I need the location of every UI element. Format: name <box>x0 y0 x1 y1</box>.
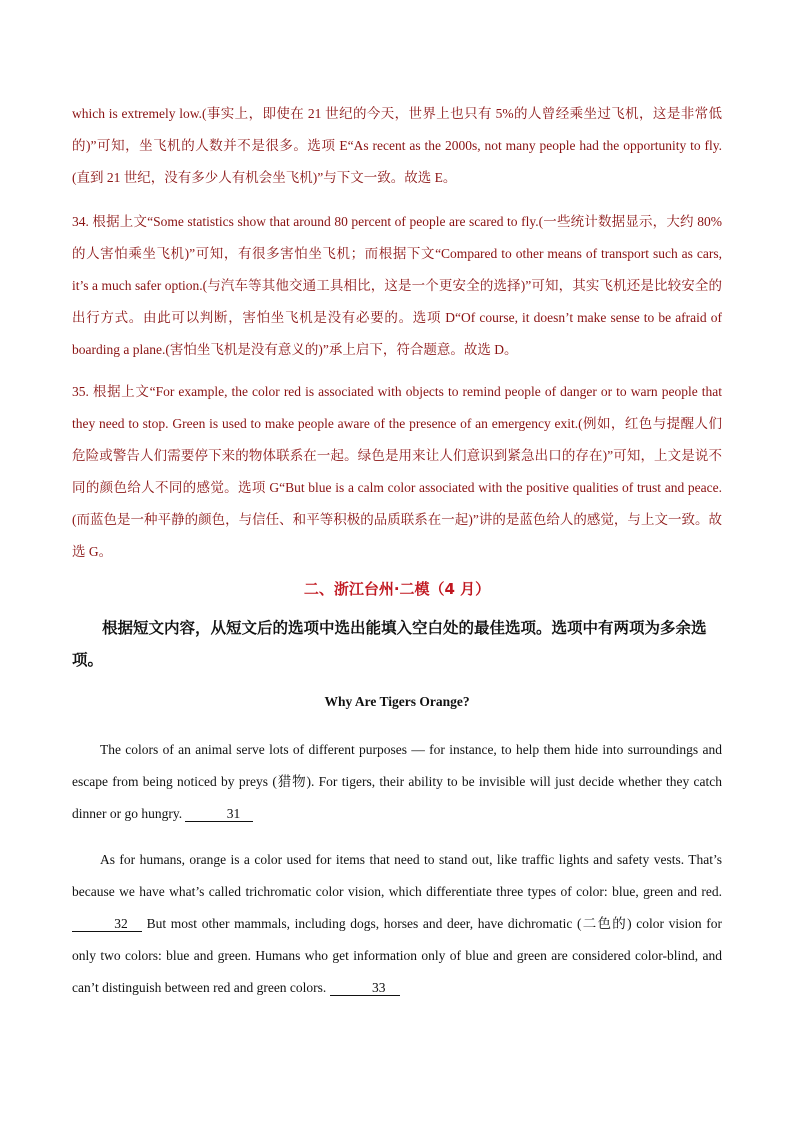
blank-31-number: 31 <box>226 806 241 821</box>
paragraph-1-content: The colors of an animal serve lots of different purposes — for instance, to help them hide into surroundings and escape from being noticed by preys (猎物). For tigers, their ability to be invisible will just decide whether they catch dinner or go hungry. <box>72 742 722 821</box>
blank-31[interactable] <box>185 807 253 822</box>
answer-34 <box>72 206 722 366</box>
passage-title: Why Are Tigers Orange? <box>324 694 470 709</box>
answer-32-text: which is extremely low.(事实上，即使在 21 世纪的今天，世界上也只有 5%的人曾经乘坐过飞机，这是非常低的)”可知，坐飞机的人数并不是很多。选项 E“As recent as the 2000s, not many people had the opportunity to fly.(直到 21 世纪，没有多少人有机会坐飞机)”与下文一致。故选 E。 <box>72 106 722 185</box>
paragraph-2-content-a: As for humans, orange is a color used for items that need to stand out, like traffic lights and safety vests. That’s because we have what’s called trichromatic color vision, which differentiate three types of color: blue, green and red. <box>72 852 722 899</box>
blank-32[interactable] <box>72 917 142 932</box>
answer-35-text: 35. 根据上文“For example, the color red is associated with objects to remind people of danger or to warn people that they need to stop. Green is used to make people aware of the presence of an emergency exit.(例如，红色与提醒人们危险或警告人们需要停下来的物体联系在一起。绿色是用来让人们意识到紧急出口的存在)”可知，上文是说不同的颜色给人不同的感觉。选项 G“But blue is a calm color associated with the positive qualities of trust and peace.(而蓝色是一种平静的颜色，与信任、和平等积极的品质联系在一起)”讲的是蓝色给人的感觉，与上文一致。故选 G。 <box>72 384 722 559</box>
passage-paragraph-2 <box>72 844 722 1004</box>
blank-33[interactable] <box>330 981 400 996</box>
paragraph-2-content-b: But most other mammals, including dogs, horses and deer, have dichromatic (二色的) color vision for only two colors: blue and green. Humans who get information only of blue and green are considered color-blind, and can’t distinguish between red and green colors. <box>72 916 722 995</box>
paragraph-1-text <box>72 734 722 830</box>
paragraph-2-text <box>72 844 722 1004</box>
answer-32-continuation <box>72 98 722 194</box>
blank-32-number: 32 <box>114 916 128 931</box>
section-heading: 二、浙江台州·二模（4 月） <box>303 580 491 598</box>
blank-33-number: 33 <box>371 980 386 995</box>
answer-35 <box>72 376 722 568</box>
answer-34-text: 34. 根据上文“Some statistics show that around 80 percent of people are scared to fly.(一些统计数据显示，大约 80%的人害怕乘坐飞机)”可知，有很多害怕坐飞机；而根据下文“Compared to other means of transport such as cars, it’s a much safer option.(与汽车等其他交通工具相比，这是一个更安全的选择)”可知，其实飞机还是比较安全的出行方式。由此可以判断，害怕坐飞机是没有必要的。选项 D“Of course, it doesn’t make sense to be afraid of boarding a plane.(害怕坐飞机是没有意义的)”承上启下，符合题意。故选 D。 <box>72 214 722 357</box>
passage-paragraph-1 <box>72 734 722 830</box>
section-instruction: 根据短文内容，从短文后的选项中选出能填入空白处的最佳选项。选项中有两项为多余选项。 <box>72 619 707 669</box>
